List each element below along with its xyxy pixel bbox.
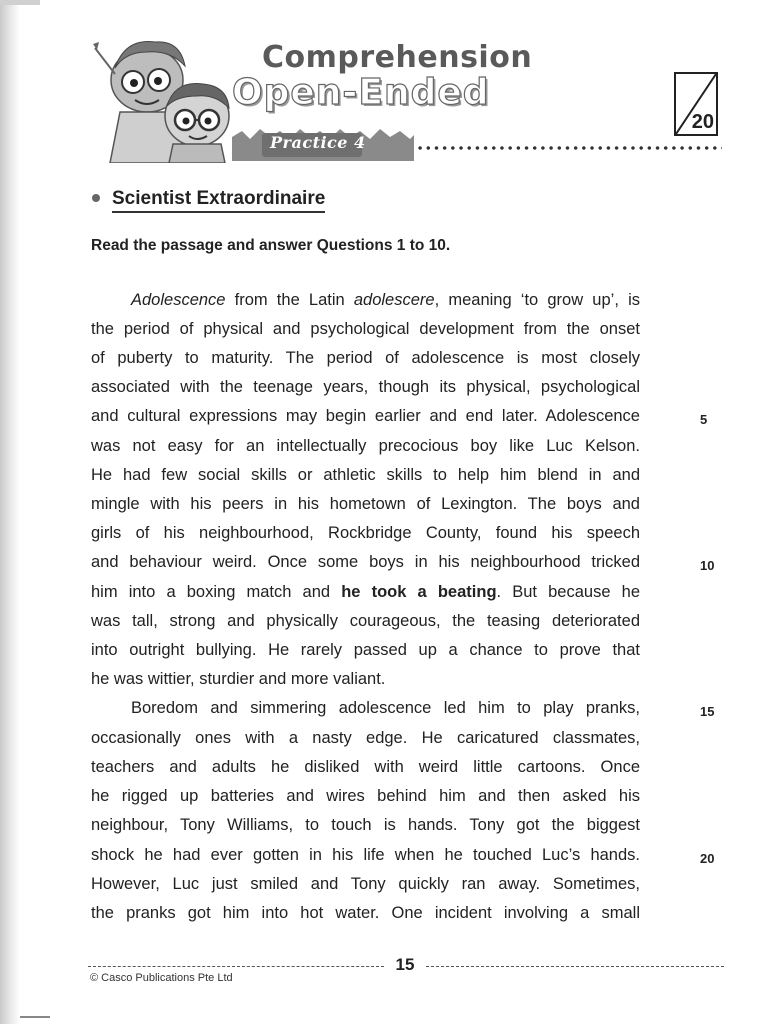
copyright-notice: © Casco Publications Pte Ltd	[90, 972, 233, 984]
passage-line: Boredom and simmering adolescence led him to play pranks,	[131, 699, 640, 717]
line-number: 10	[700, 558, 715, 573]
page-corner-mark	[0, 0, 40, 5]
passage-term: adolescere	[353, 291, 435, 309]
title-comprehension: Comprehension	[262, 40, 533, 75]
passage-line: and behaviour weird. Once some boys in his neighbourhood tricked	[91, 553, 640, 571]
passage-highlight: he took a beating	[341, 583, 497, 601]
passage-line: was tall, strong and physically courageous, the teasing deteriorated	[91, 612, 640, 630]
passage-line: the period of physical and psychological development from the onset	[91, 320, 640, 338]
passage-line	[91, 577, 640, 607]
passage-text: . But because he	[496, 583, 640, 601]
page-number: 15	[395, 955, 415, 974]
passage-line: mingle with his peers in his hometown of Lexington. The boys and	[91, 495, 640, 513]
passage-text: , meaning ‘to grow up’, is	[434, 291, 640, 309]
passage-line: However, Luc just smiled and Tony quickly ran away. Sometimes,	[91, 875, 640, 893]
instruction-text: Read the passage and answer Questions 1 to 10.	[91, 237, 451, 254]
title-open-ended: Open-Ended	[232, 72, 490, 113]
score-dotted-line	[416, 144, 722, 152]
score-box	[674, 72, 718, 136]
page-bottom-mark	[20, 1016, 50, 1018]
line-number: 20	[700, 851, 715, 866]
passage-line: He had few social skills or athletic skills to help him blend in and	[91, 466, 640, 484]
passage-line: was not easy for an intellectually precocious boy like Luc Kelson.	[91, 437, 640, 455]
passage-line	[91, 285, 640, 315]
footer-rule-right	[426, 966, 724, 967]
line-number: 15	[700, 704, 715, 719]
passage-line: the pranks got him into hot water. One incident involving a small	[91, 904, 640, 922]
passage-line: associated with the teenage years, though its physical, psychological	[91, 378, 640, 396]
passage-line: girls of his neighbourhood, Rockbridge County, found his speech	[91, 524, 640, 542]
passage-line: occasionally ones with a nasty edge. He caricatured classmates,	[91, 729, 640, 747]
passage-term: Adolescence	[131, 291, 226, 309]
passage-text: him into a boxing match and	[91, 583, 342, 601]
line-number: 5	[700, 412, 708, 427]
footer-rule-left	[88, 966, 384, 967]
passage-text: from the Latin	[225, 291, 354, 309]
section-bullet	[92, 194, 100, 202]
passage-line: into outright bullying. He rarely passed up a chance to prove that	[91, 641, 640, 659]
practice-label: Practice 4	[270, 133, 366, 152]
passage-line: and cultural expressions may begin earlier and end later. Adolescence	[91, 407, 640, 425]
passage-line: neighbour, Tony Williams, to touch is hands. Tony got the biggest	[91, 816, 640, 834]
section-title: Scientist Extraordinaire	[112, 188, 325, 213]
score-total: 20	[691, 111, 714, 133]
page-gutter-shadow	[0, 0, 20, 1024]
passage-line: of puberty to maturity. The period of adolescence is most closely	[91, 349, 640, 367]
passage-line: shock he had ever gotten in his life when he touched Luc’s hands.	[91, 846, 640, 864]
passage-line: he rigged up batteries and wires behind him and then asked his	[91, 787, 640, 805]
passage-line: teachers and adults he disliked with weird little cartoons. Once	[91, 758, 640, 776]
passage-line: he was wittier, sturdier and more valiant.	[91, 670, 386, 688]
mascot-illustration	[85, 28, 255, 163]
